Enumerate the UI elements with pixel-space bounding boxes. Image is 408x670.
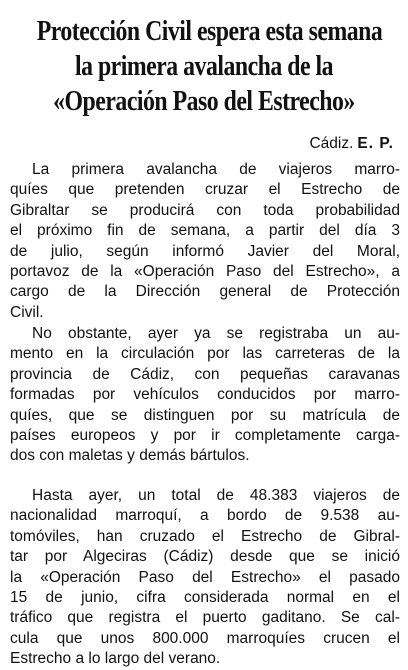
text-line: quíes, que se distinguen por su matrícula de [10, 406, 400, 424]
text-line: No obstante, ayer ya se registraba un au- [32, 325, 400, 342]
text-line: el próximo fin de semana, a partir del día 3 [10, 222, 400, 240]
text-line: Estrecho a lo largo del verano. [10, 650, 221, 668]
text-line: provincia de Cádiz, con pequeñas caravanas [10, 365, 400, 383]
headline-line: la primera avalancha de la [74, 50, 334, 82]
text-line: cula que unos 800.000 marroquíes crucen el [10, 629, 400, 647]
headline-line: «Operación Paso del Estrecho» [53, 85, 355, 117]
text-line: Civil. [10, 303, 44, 321]
text-line: formadas por vehículos conducidos por marro- [10, 386, 400, 404]
text-line: Hasta ayer, un total de 48.383 viajeros de [32, 487, 400, 504]
text-line: nacionalidad marroquí, a bordo de 9.538 au- [10, 507, 400, 525]
paragraph-1 [10, 160, 400, 323]
byline-author: E. P. [357, 135, 394, 152]
text-line: países europeos y por ir completamente carga- [10, 426, 400, 444]
headline [36, 14, 383, 119]
text-line: La primera avalancha de viajeros marro- [32, 161, 400, 178]
text-line: cargo de la Dirección general de Protección [10, 283, 400, 301]
byline [309, 134, 394, 154]
text-line: Gibraltar se producirá con toda probabilidad [10, 201, 400, 219]
text-line: quíes que pretenden cruzar el Estrecho de [10, 181, 400, 199]
paragraph-2 [10, 324, 400, 467]
text-line: tráfico que registra el puerto gaditano. Se cal- [10, 609, 400, 627]
paragraph-3 [10, 486, 400, 670]
text-line: dos con maletas y demás bártulos. [10, 447, 250, 465]
text-line: la «Operación Paso del Estrecho» el pasado [10, 568, 400, 586]
text-line: tomóviles, han cruzado el Estrecho de Gibral- [10, 527, 400, 545]
text-line: de julio, según informó Javier del Moral, [10, 242, 400, 260]
headline-line: Protección Civil espera esta semana [36, 15, 383, 47]
text-line: 15 de junio, cifra considerada normal en el [10, 588, 400, 606]
text-line: tar por Algeciras (Cádiz) desde que se inició [10, 548, 400, 566]
text-line: portavoz de la «Operación Paso del Estrecho», a [10, 262, 400, 280]
byline-place: Cádiz. [309, 135, 354, 152]
text-line: mento en la circulación por las carreteras de la [10, 345, 400, 363]
